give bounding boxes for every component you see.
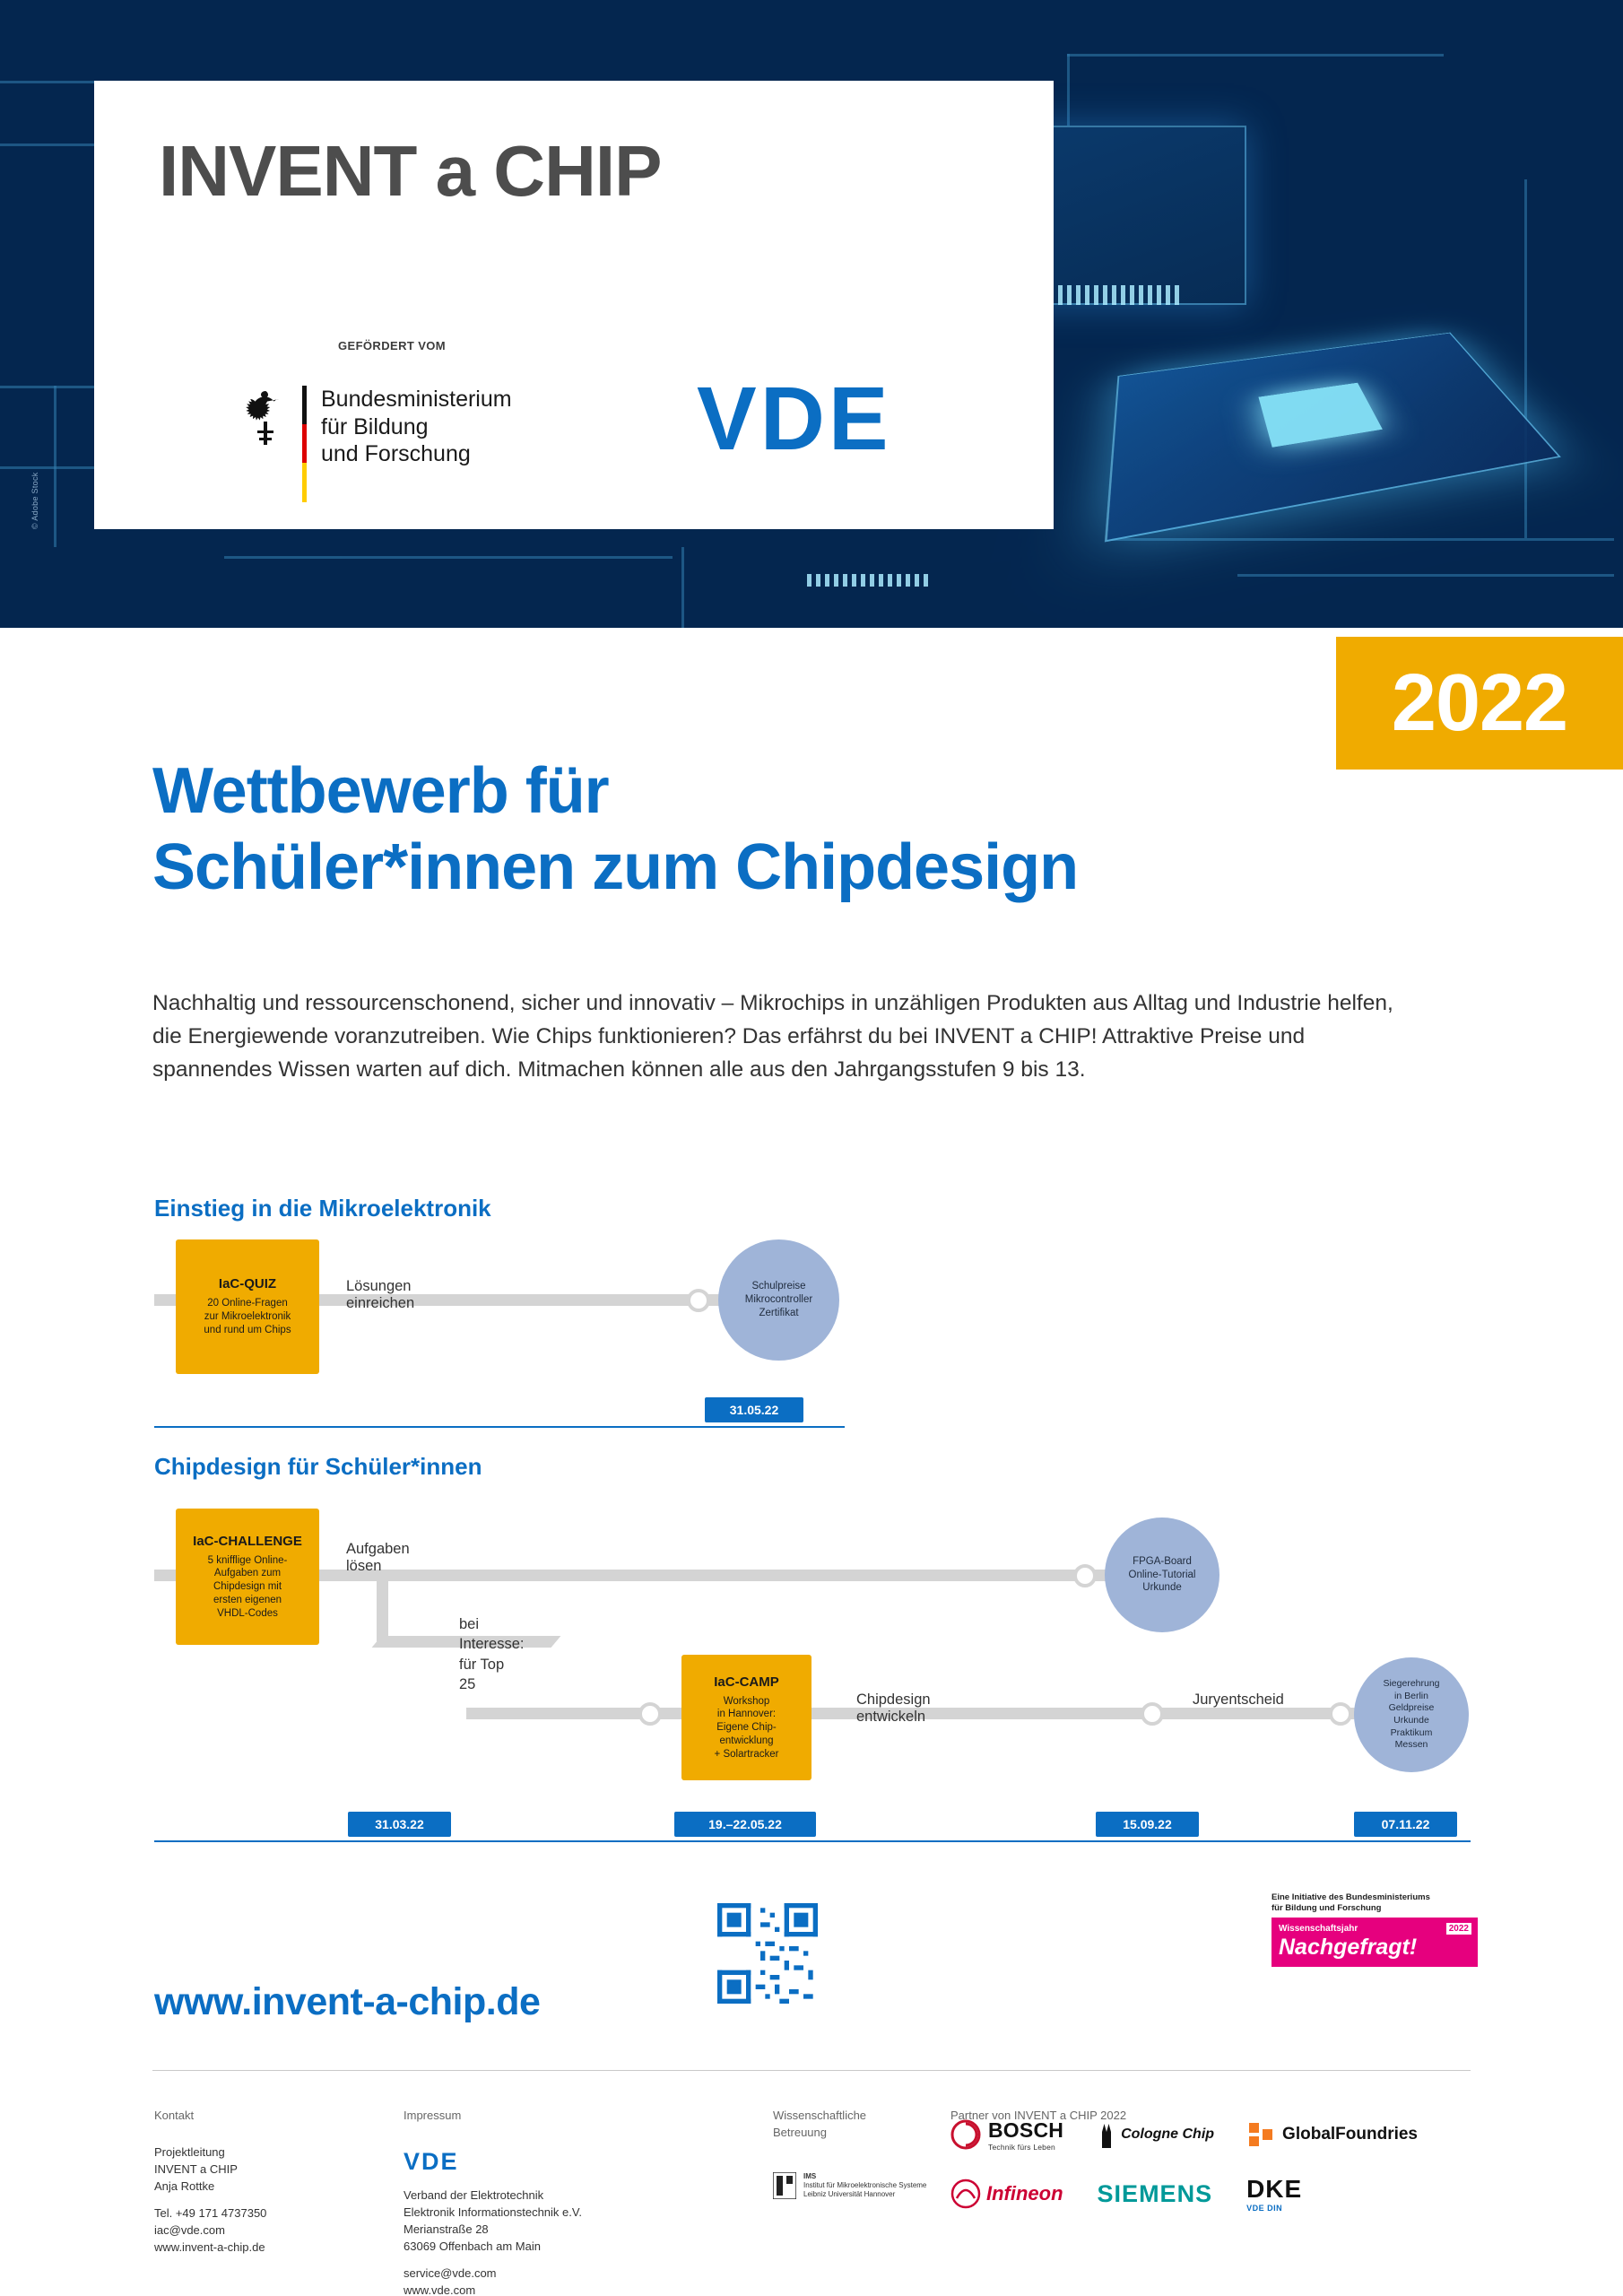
page-title <box>152 753 1515 906</box>
fpga-reward-circle <box>1105 1518 1219 1632</box>
quiz-reward-circle <box>718 1239 839 1361</box>
quiz-box-line-1: 20 Online-Fragen <box>207 1298 288 1309</box>
bosch-icon <box>950 2119 981 2150</box>
ministry-name <box>321 386 512 468</box>
camp-box-line-4: entwicklung <box>719 1735 774 1746</box>
footer-divider <box>152 2070 1471 2071</box>
partner-row-1 <box>950 2117 1488 2152</box>
partner-logo-globalfoundries <box>1248 2117 1418 2152</box>
imprint-vde-logo: VDE <box>404 2147 459 2175</box>
partner-logo-bosch <box>950 2117 1063 2152</box>
quiz-rail-label: Lösungen einreichen <box>346 1278 415 1311</box>
scientific-heading <box>773 2108 961 2142</box>
imprint-heading: Impressum <box>404 2109 462 2122</box>
challenge-box-line-4: ersten eigenen <box>213 1594 282 1605</box>
quiz-date-chip: 31.05.22 <box>705 1397 803 1422</box>
quiz-reward-line-3: Zertifikat <box>759 1307 799 1318</box>
federal-eagle-icon <box>238 386 293 456</box>
final-reward-line-3: Geldpreise <box>1388 1702 1435 1714</box>
contact-phone: Tel. +49 171 4737350 <box>154 2206 267 2221</box>
fpga-reward-line-2: Online-Tutorial <box>1128 1569 1196 1580</box>
wj-year: 2022 <box>1446 1923 1471 1935</box>
partners-heading: Partner von INVENT a CHIP 2022 <box>950 2109 1127 2122</box>
wissenschaftsjahr-badge <box>1271 1892 1478 1967</box>
camp-box-line-5: + Solartracker <box>714 1748 779 1760</box>
scientific-heading-line-2: Betreuung <box>773 2125 827 2139</box>
camp-rail-label: Chipdesign entwickeln <box>856 1692 931 1725</box>
section-title-einstieg: Einstieg in die Mikroelektronik <box>154 1195 491 1222</box>
contact-column <box>154 2108 378 2257</box>
cologne-chip-wordmark: Cologne Chip <box>1121 2126 1215 2142</box>
quiz-reward-line-1: Schulpreise <box>751 1281 806 1292</box>
ministry-line-2: für Bildung <box>321 413 429 439</box>
dke-sub: VDE DIN <box>1246 2204 1283 2213</box>
challenge-branch-vertical <box>377 1570 388 1641</box>
image-credit: © Adobe Stock <box>30 472 39 529</box>
quiz-start-box <box>176 1239 319 1374</box>
ministry-line-3: und Forschung <box>321 441 471 466</box>
partner-logo-cologne-chip <box>1098 2117 1214 2152</box>
camp-box-line-3: Eigene Chip- <box>716 1722 777 1734</box>
challenge-box-line-2: Aufgaben zum <box>213 1568 282 1579</box>
final-dot <box>1329 1702 1352 1726</box>
ims-line-2: Institut für Mikroelektronische Systeme <box>803 2181 927 2190</box>
camp-box-title: IaC-CAMP <box>714 1674 779 1690</box>
partner-logos <box>950 2117 1488 2235</box>
challenge-box-line-5: VHDL-Codes <box>217 1607 278 1619</box>
final-reward-line-4: Urkunde <box>1393 1715 1429 1726</box>
headline-line-2: Schüler*innen zum Chipdesign <box>152 831 1079 903</box>
challenge-start-box <box>176 1509 319 1645</box>
quiz-milestone-dot <box>687 1289 710 1312</box>
wj-initiative-line-1: Eine Initiative des Bundesministeriums <box>1271 1892 1430 1902</box>
final-reward-line-1: Siegerehrung <box>1383 1678 1440 1690</box>
vde-logo: VDE <box>697 369 892 469</box>
final-reward-line-5: Praktikum <box>1390 1726 1433 1738</box>
contact-email[interactable]: iac@vde.com <box>154 2223 225 2238</box>
fpga-milestone-dot <box>1073 1564 1097 1587</box>
globalfoundries-icon <box>1248 2121 1275 2148</box>
section-title-chipdesign: Chipdesign für Schüler*innen <box>154 1453 482 1480</box>
chipdesign-date-3: 15.09.22 <box>1096 1812 1199 1837</box>
infineon-wordmark: Infineon <box>986 2182 1063 2205</box>
final-reward-line-6: Messen <box>1394 1739 1428 1751</box>
imprint-line-3: Merianstraße 28 <box>404 2222 489 2236</box>
website-url[interactable]: www.invent-a-chip.de <box>154 1980 541 2023</box>
camp-box-line-2: in Hannover: <box>716 1709 777 1720</box>
final-reward-circle <box>1354 1657 1469 1772</box>
funding-label: GEFÖRDERT VOM <box>338 339 447 352</box>
quiz-box-line-3: und rund um Chips <box>204 1324 291 1335</box>
globalfoundries-wordmark: GlobalFoundries <box>1282 2125 1418 2144</box>
year-label: 2022 <box>1391 657 1568 748</box>
imprint-line-1: Verband der Elektrotechnik <box>404 2187 544 2202</box>
challenge-rail-label: Aufgaben lösen <box>346 1541 410 1574</box>
contact-line-1: Projektleitung <box>154 2144 225 2159</box>
branch-label-line-2: für Top 25 <box>459 1656 505 1692</box>
partner-logo-siemens <box>1098 2176 1213 2212</box>
fpga-reward-line-1: FPGA-Board <box>1133 1555 1192 1567</box>
final-reward-line-2: in Berlin <box>1394 1690 1428 1701</box>
german-flag-bar <box>302 386 307 502</box>
challenge-box-title: IaC-CHALLENGE <box>193 1533 302 1549</box>
dke-wordmark: DKE <box>1246 2175 1303 2203</box>
imprint-column <box>404 2108 673 2296</box>
contact-heading: Kontakt <box>154 2109 195 2122</box>
intro-paragraph: Nachhaltig und ressourcenschonend, sicher und innovativ – Mikrochips in unzähligen Produkten aus Alltag und Industrie helfen, die Energiewende voranzutreiben. Wie Chips funktionieren? Das erfährst du bei INVENT a CHIP! Attraktive Preise und spannendes Wissen warten auf dich. Mitmachen können alle aus den Jahrgangsstufen 9 bis 13. <box>152 991 1393 1083</box>
partner-logo-infineon <box>950 2176 1063 2212</box>
partner-logo-dke <box>1246 2176 1302 2212</box>
contact-website[interactable]: www.invent-a-chip.de <box>154 2240 265 2255</box>
contact-line-2: INVENT a CHIP <box>154 2161 238 2176</box>
wj-slogan: Nachgefragt! <box>1279 1934 1418 1960</box>
year-badge <box>1336 637 1623 770</box>
chipdesign-date-2: 19.–22.05.22 <box>674 1812 816 1837</box>
cologne-cathedral-icon <box>1098 2121 1115 2148</box>
camp-box-line-1: Workshop <box>723 1695 770 1707</box>
qr-code[interactable] <box>717 1903 818 2004</box>
ims-logo-text <box>803 2172 926 2200</box>
ims-line-1: IMS <box>803 2171 817 2180</box>
imprint-line-4: 63069 Offenbach am Main <box>404 2239 541 2253</box>
jury-label: Juryentscheid <box>1193 1692 1284 1708</box>
imprint-website[interactable]: www.vde.com <box>404 2283 476 2296</box>
ministry-line-1: Bundesministerium <box>321 387 512 412</box>
imprint-email[interactable]: service@vde.com <box>404 2266 497 2281</box>
ims-institute-icon <box>773 2172 796 2199</box>
quiz-baseline <box>154 1426 845 1428</box>
scientific-column <box>773 2108 961 2200</box>
branch-label-line-1: bei Interesse: <box>459 1616 525 1653</box>
jury-dot <box>1141 1702 1164 1726</box>
chipdesign-baseline <box>154 1840 1471 1842</box>
brand-title: INVENT a CHIP <box>159 131 662 211</box>
camp-box <box>681 1655 812 1780</box>
bosch-wordmark: BOSCH <box>988 2118 1064 2142</box>
challenge-box-line-1: 5 knifflige Online- <box>207 1554 288 1566</box>
camp-rail <box>466 1708 1453 1719</box>
quiz-box-line-2: zur Mikroelektronik <box>204 1311 291 1323</box>
infineon-icon <box>950 2179 981 2209</box>
fpga-reward-line-3: Urkunde <box>1142 1582 1182 1594</box>
contact-line-3: Anja Rottke <box>154 2179 215 2193</box>
wj-label: Wissenschaftsjahr <box>1279 1923 1358 1934</box>
challenge-box-line-3: Chipdesign mit <box>213 1581 282 1593</box>
quiz-reward-line-2: Mikrocontroller <box>744 1294 813 1306</box>
bosch-slogan: Technik fürs Leben <box>988 2142 1055 2152</box>
quiz-box-title: IaC-QUIZ <box>218 1276 277 1292</box>
chipdesign-date-4: 07.11.22 <box>1354 1812 1457 1837</box>
siemens-wordmark: SIEMENS <box>1097 2179 1213 2207</box>
wj-initiative-text <box>1271 1892 1478 1914</box>
chipdesign-date-1: 31.03.22 <box>348 1812 451 1837</box>
partner-row-2 <box>950 2176 1488 2212</box>
imprint-line-2: Elektronik Informationstechnik e.V. <box>404 2205 582 2219</box>
bmbf-logo <box>238 386 512 502</box>
wj-initiative-line-2: für Bildung und Forschung <box>1271 1902 1382 1913</box>
branch-label <box>459 1614 524 1694</box>
camp-start-dot <box>638 1702 662 1726</box>
ims-line-3: Leibniz Universität Hannover <box>803 2190 896 2199</box>
scientific-heading-line-1: Wissenschaftliche <box>773 2109 867 2122</box>
wj-pink-box <box>1271 1918 1478 1967</box>
headline-line-1: Wettbewerb für <box>152 755 609 827</box>
logo-box <box>94 81 1054 529</box>
